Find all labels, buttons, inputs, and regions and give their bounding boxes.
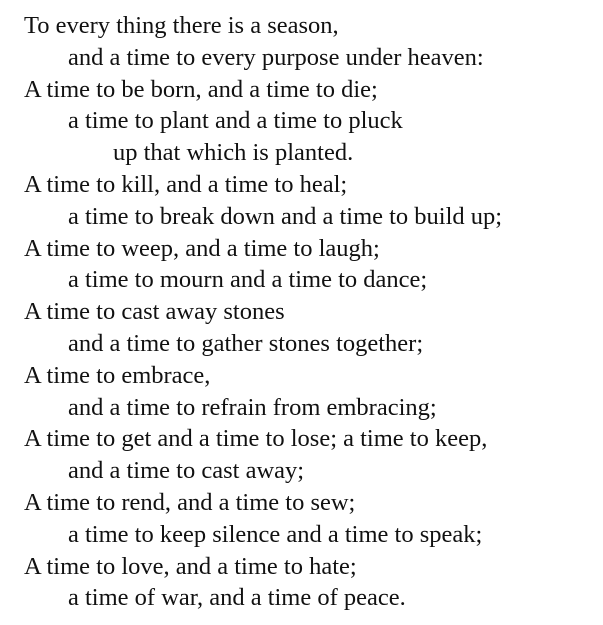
poem-line: A time to be born, and a time to die; (24, 75, 378, 103)
poem-line: a time of war, and a time of peace. (68, 584, 406, 612)
poem-line: a time to mourn and a time to dance; (68, 266, 428, 294)
poem-line: A time to get and a time to lose; a time to keep, (24, 425, 488, 453)
poem-line: A time to love, and a time to hate; (24, 552, 357, 580)
poem-line: A time to cast away stones (24, 298, 285, 326)
poem-line: A time to embrace, (24, 361, 211, 389)
poem-line: To every thing there is a season, (24, 12, 339, 39)
poem-line: and a time to gather stones together; (68, 329, 424, 357)
poem-line: and a time to refrain from embracing; (68, 393, 437, 421)
poem-line: A time to kill, and a time to heal; (24, 170, 348, 198)
poem-line: and a time to every purpose under heaven: (68, 43, 484, 71)
poem-line: and a time to cast away; (68, 457, 305, 485)
poem-line: a time to plant and a time to pluck (68, 107, 403, 135)
poem-line: A time to weep, and a time to laugh; (24, 234, 380, 262)
poem-line: a time to break down and a time to build up; (68, 202, 503, 230)
poem-line: A time to rend, and a time to sew; (24, 488, 356, 516)
poem-text-block (24, 10, 599, 614)
poem-line: a time to keep silence and a time to speak; (68, 520, 483, 548)
poem-line: up that which is planted. (113, 139, 354, 167)
